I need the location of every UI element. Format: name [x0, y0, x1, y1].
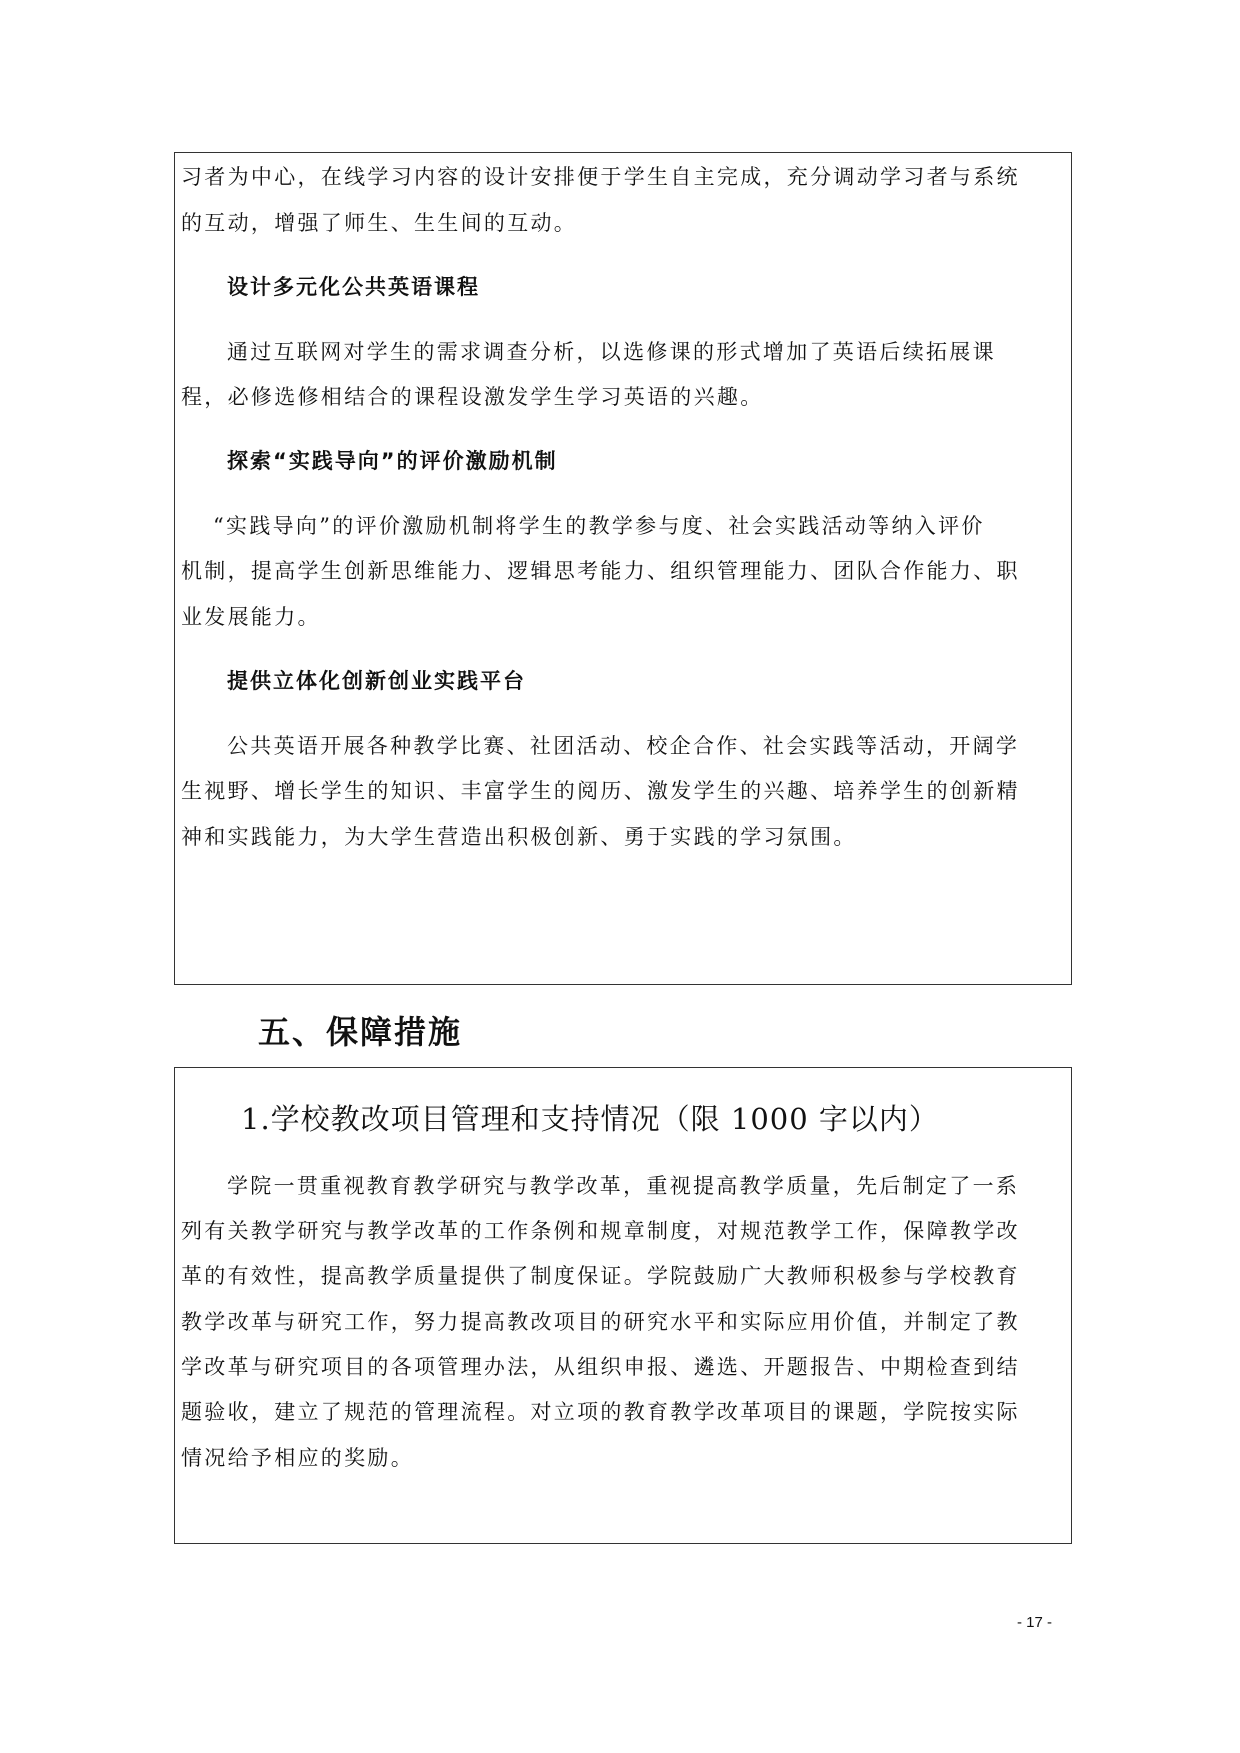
paragraph-line: 程，必修选修相结合的课程设激发学生学习英语的兴趣。: [181, 385, 764, 409]
paragraph-line: “实践导向”的评价激励机制将学生的教学参与度、社会实践活动等纳入评价: [213, 514, 985, 538]
paragraph-line: 的互动，增强了师生、生生间的互动。: [181, 211, 578, 235]
content-box-management: [174, 1067, 1072, 1544]
paragraph-line: 学院一贯重视教育教学研究与教学改革，重视提高教学质量，先后制定了一系: [227, 1174, 1020, 1198]
paragraph-line: 业发展能力。: [181, 605, 321, 629]
item-title: 1.学校教改项目管理和支持情况（限 1000 字以内）: [241, 1102, 939, 1136]
paragraph-line: 通过互联网对学生的需求调查分析，以选修课的形式增加了英语后续拓展课: [227, 340, 996, 364]
subheading-curriculum: 设计多元化公共英语课程: [227, 275, 480, 299]
subheading-platform: 提供立体化创新创业实践平台: [227, 669, 526, 693]
paragraph-line: 公共英语开展各种教学比赛、社团活动、校企合作、社会实践等活动，开阔学: [227, 734, 1020, 758]
paragraph-line: 题验收，建立了规范的管理流程。对立项的教育教学改革项目的课题，学院按实际: [181, 1400, 1020, 1424]
paragraph-line: 革的有效性，提高教学质量提供了制度保证。学院鼓励广大教师积极参与学校教育: [181, 1264, 1020, 1288]
page-number: - 17 -: [1017, 1614, 1053, 1631]
paragraph-line: 生视野、增长学生的知识、丰富学生的阅历、激发学生的兴趣、培养学生的创新精: [181, 779, 1020, 803]
section-title: 五、保障措施: [258, 1013, 463, 1051]
paragraph-line: 情况给予相应的奖励。: [181, 1446, 414, 1470]
paragraph-line: 教学改革与研究工作，努力提高教改项目的研究水平和实际应用价值，并制定了教: [181, 1310, 1020, 1334]
content-box-practice: [174, 152, 1072, 985]
subheading-evaluation: 探索“实践导向”的评价激励机制: [227, 449, 558, 473]
paragraph-line: 列有关教学研究与教学改革的工作条例和规章制度，对规范教学工作，保障教学改: [181, 1219, 1020, 1243]
paragraph-line: 学改革与研究项目的各项管理办法，从组织申报、遴选、开题报告、中期检查到结: [181, 1355, 1020, 1379]
paragraph-line: 神和实践能力，为大学生营造出积极创新、勇于实践的学习氛围。: [181, 825, 857, 849]
paragraph-line: 习者为中心，在线学习内容的设计安排便于学生自主完成，充分调动学习者与系统: [181, 165, 1020, 189]
paragraph-line: 机制，提高学生创新思维能力、逻辑思考能力、组织管理能力、团队合作能力、职: [181, 559, 1020, 583]
